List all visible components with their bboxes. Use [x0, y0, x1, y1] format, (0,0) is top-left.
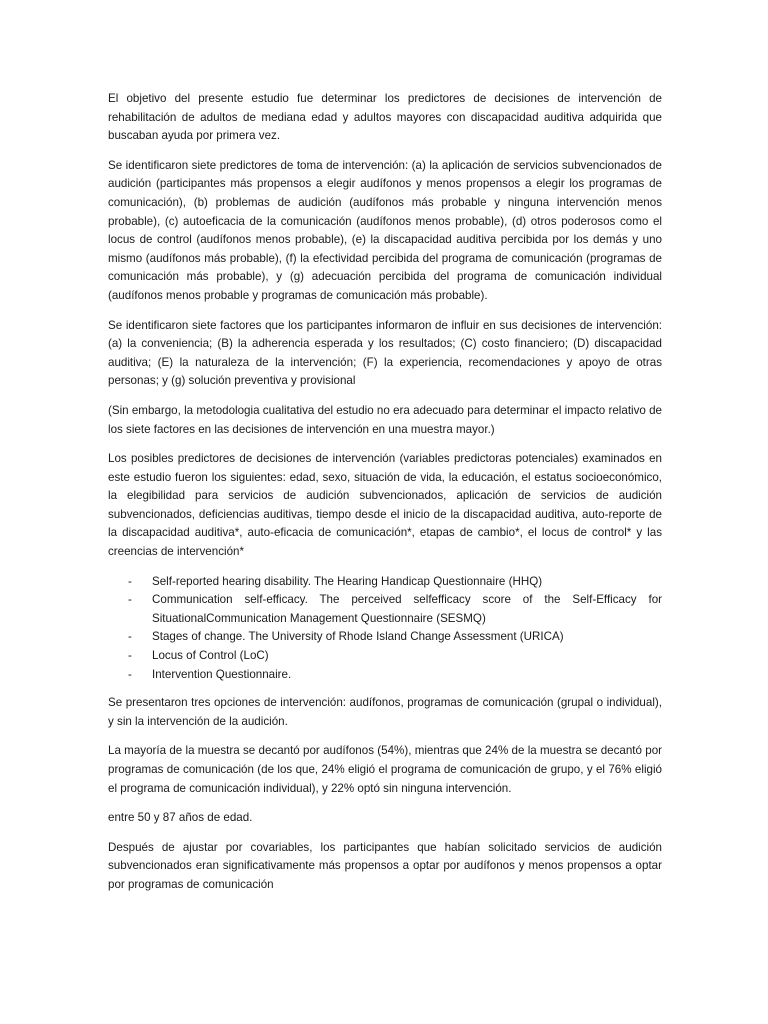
list-item [108, 647, 662, 666]
list-dash: - [128, 593, 132, 607]
list-item-text: Intervention Questionnaire. [152, 667, 292, 681]
list-dash: - [128, 630, 132, 644]
paragraph-factors: Se identificaron siete factores que los participantes informaron de influir en sus decisiones de intervención: (a) la conveniencia; (B) la adherencia esperada y los resultados; (C) costo financiero; (D) discapacidad auditiva; (E) la naturaleza de la intervención; (F) la experiencia, recomendaciones y apoyo de otras personas; y (g) solución preventiva y provisional [108, 318, 662, 388]
paragraph-objective: El objetivo del presente estudio fue determinar los predictores de decisiones de intervención de rehabilitación de adultos de mediana edad y adultos mayores con discapacidad auditiva adquirida que buscaban ayuda por primera vez. [108, 92, 662, 143]
list-item-text: Locus of Control (LoC) [152, 649, 269, 663]
paragraph-possible-predictors: Los posibles predictores de decisiones de intervención (variables predictoras potenciales) examinados en este estudio fueron los siguientes: edad, sexo, situación de vida, la educación, el estatus socioeconómico, la elegibilidad para servicios de audición subvencionados, aplicación de servicios de audición subvencionados, deficiencias auditivas, tiempo desde el inicio de la discapacidad auditiva, auto-reporte de la discapacidad auditiva*, auto-eficacia de comunicación*, etapas de cambio*, el locus de control* y las creencias de intervención* [108, 452, 662, 559]
list-item-text: Communication self-efficacy. The perceived selfefficacy score of the Self-Efficacy for SituationalCommunication Management Questionnaire (SESMQ) [152, 593, 662, 625]
list-item [108, 628, 662, 647]
list-item-text: Self-reported hearing disability. The Hearing Handicap Questionnaire (HHQ) [152, 574, 543, 588]
list-item [108, 666, 662, 685]
list-dash: - [128, 667, 132, 681]
list-dash: - [128, 649, 132, 663]
paragraph-intervention-options: Se presentaron tres opciones de intervención: audífonos, programas de comunicación (grupal o individual), y sin la intervención de la audición. [108, 696, 662, 728]
list-dash: - [128, 574, 132, 588]
list-item [108, 573, 662, 592]
paragraph-predictors: Se identificaron siete predictores de toma de intervención: (a) la aplicación de servicios subvencionados de audición (participantes más propensos a elegir audífonos y menos propensos a elegir los programas de comunicación), (b) problemas de audición (audífonos más probable y ninguna intervención menos probable), (c) autoeficacia de la comunicación (audífonos menos probable), (d) otros poderosos como el locus de control (audífonos menos probable), (e) la discapacidad auditiva percibida por los demás y uno mismo (audífonos más probable), (f) la efectividad percibida del programa de comunicación (programas de comunicación más probable), y (g) adecuación percibida del programa de comunicación individual (audífonos menos probable y programas de comunicación más probable). [108, 158, 662, 302]
list-item-text: Stages of change. The University of Rhode Island Change Assessment (URICA) [152, 630, 564, 644]
paragraph-methodology-note: (Sin embargo, la metodologia cualitativa del estudio no era adecuado para determinar el impacto relativo de los siete factores en las decisiones de intervención en una muestra mayor.) [108, 403, 662, 436]
paragraph-sample-results: La mayoría de la muestra se decantó por audífonos (54%), mientras que 24% de la muestra se decantó por programas de comunicación (de los que, 24% eligió el programa de comunicación de grupo, y el 76% eligió el programa de comunicación individual), y 22% optó sin ninguna intervención. [108, 744, 662, 795]
list-item [108, 591, 662, 628]
instrument-list [108, 573, 662, 685]
document-page [108, 90, 662, 906]
paragraph-covariates: Después de ajustar por covariables, los participantes que habían solicitado servicios de audición subvencionados eran significativamente más propensos a optar por audífonos y menos propensos a optar por programas de comunicación [108, 840, 662, 891]
paragraph-age-range: entre 50 y 87 años de edad. [108, 811, 253, 825]
